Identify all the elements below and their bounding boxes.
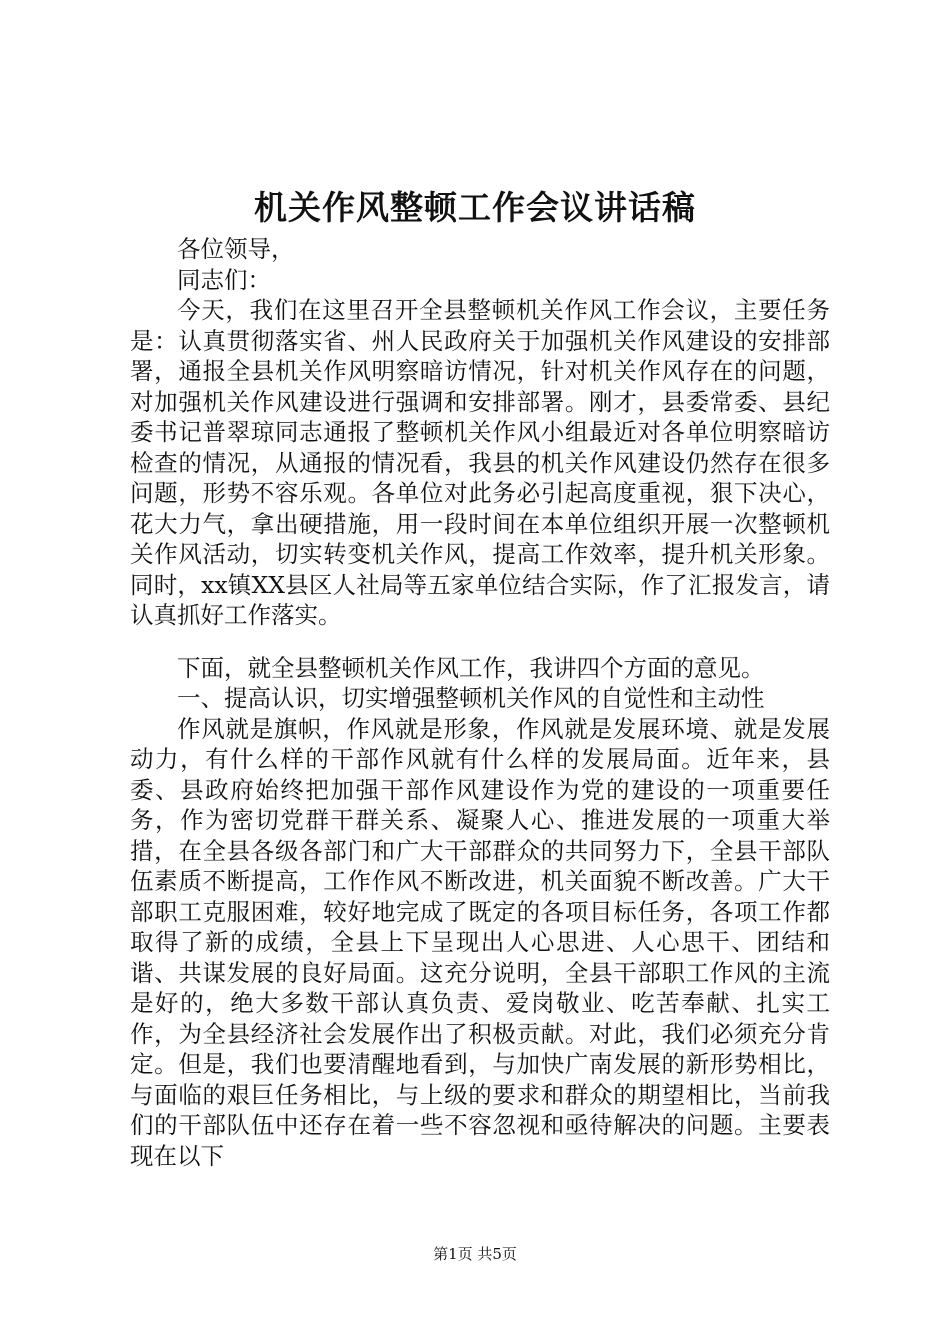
transition-paragraph: 下面，就全县整顿机关作风工作，我讲四个方面的意见。	[177, 653, 765, 682]
page-indicator: 第1页 共5页	[433, 1245, 517, 1263]
document-title: 机关作风整顿工作会议讲话稿	[254, 188, 696, 227]
salutation-leaders: 各位领导，	[177, 235, 295, 263]
section-1-paragraph: 作风就是旗帜，作风就是形象，作风就是发展环境、就是发展动力，有什么样的干部作风就有什么样的发展局面。近年来，县委、县政府始终把加强干部作风建设作为党的建设的一项重要任务，作为密切党群干群关系、凝聚人心、推进发展的一项重大举措，在全县各级各部门和广大干部群众的共同努力下，全县干部队伍素质不断提高，工作作风不断改进，机关面貌不断改善。广大干部职工克服困难，较好地完成了既定的各项目标任务，各项工作都取得了新的成绩，全县上下呈现出人心思进、人心思干、团结和谐、共谋发展的良好局面。这充分说明，全县干部职工作风的主流是好的，绝大多数干部认真负责、爱岗敬业、吃苦奉献、扎实工作，为全县经济社会发展作出了积极贡献。对此，我们必须充分肯定。但是，我们也要清醒地看到，与加快广南发展的新形势相比，与面临的艰巨任务相比，与上级的要求和群众的期望相比，当前我们的干部队伍中还存在着一些不容忽视和亟待解决的问题。主要表现在以下	[130, 714, 830, 1170]
opening-paragraph: 今天，我们在这里召开全县整顿机关作风工作会议，主要任务是：认真贯彻落实省、州人民政府关于加强机关作风建设的安排部署，通报全县机关作风明察暗访情况，针对机关作风存在的问题，对加强机关作风建设进行强调和安排部署。刚才，县委常委、县纪委书记普翠琼同志通报了整顿机关作风小组最近对各单位明察暗访检查的情况，从通报的情况看，我县的机关作风建设仍然存在很多问题，形势不容乐观。各单位对此务必引起高度重视，狠下决心，花大力气，拿出硬措施，用一段时间在本单位组织开展一次整顿机关作风活动，切实转变机关作风，提高工作效率，提升机关形象。同时，xx镇XX县区人社局等五家单位结合实际，作了汇报发言，请认真抓好工作落实。	[130, 296, 830, 629]
salutation-comrades: 同志们：	[177, 265, 271, 294]
document-body	[130, 234, 830, 1171]
section-heading-1: 一、提高认识，切实增强整顿机关作风的自觉性和主动性	[177, 684, 765, 712]
